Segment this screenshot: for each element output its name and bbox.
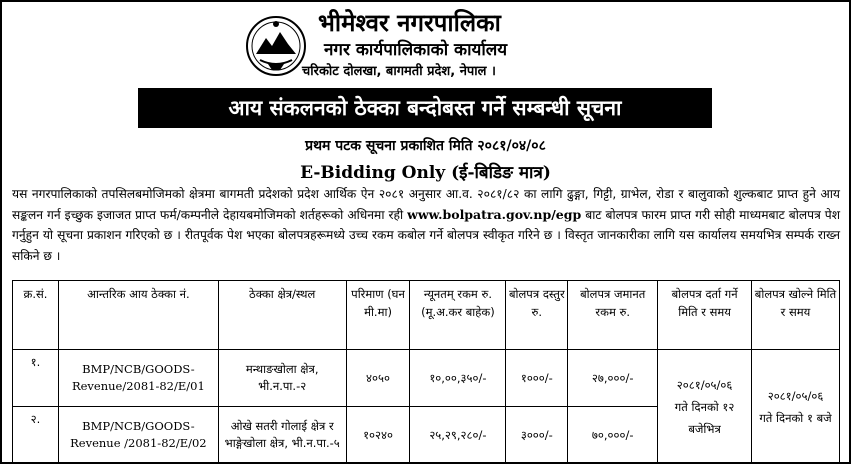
row-code-line1: BMP/NCB/GOODS- bbox=[82, 362, 195, 376]
open-time: गते दिनको १ बजे bbox=[759, 410, 832, 425]
open-date: २०८१/०५/०६ bbox=[767, 388, 824, 403]
row-fee: १०००/- bbox=[506, 350, 568, 407]
row-code-line2: Revenue/2081-82/E/01 bbox=[71, 379, 205, 393]
row-code-line2: Revenue /2081-82/E/02 bbox=[70, 436, 207, 450]
row-qty: ४०५० bbox=[346, 350, 410, 407]
ebidding-en: E-Bidding Only bbox=[300, 163, 446, 183]
notice-title: आय संकलनको ठेक्का बन्दोबस्त गर्ने सम्बन्धी सूचना bbox=[138, 88, 712, 128]
col-bond: बोलपत्र जमानत रकम रु. bbox=[568, 281, 658, 350]
publish-date-line: प्रथम पटक सूचना प्रकाशित मिति २०८१/०४/०८ bbox=[305, 138, 546, 154]
reg-time: गते दिनको १२ बजेभित्र bbox=[674, 399, 735, 436]
row-fee: ३०००/- bbox=[506, 407, 568, 464]
col-reg-date: बोलपत्र दर्ता गर्ने मिति र समय bbox=[658, 281, 752, 350]
col-open-date: बोलपत्र खोल्ने मिति र समय bbox=[752, 281, 840, 350]
table-row bbox=[13, 350, 840, 407]
col-sn: क्र.सं. bbox=[13, 281, 59, 350]
row-area: मन्थाङखोला क्षेत्र, भी.न.पा.-२ bbox=[218, 350, 346, 407]
col-area: ठेक्का क्षेत्र/स्थल bbox=[218, 281, 346, 350]
row-bond: ७०,०००/- bbox=[568, 407, 658, 464]
body-part-a: यस नगरपालिकाको तपसिलबमोजिमको क्षेत्रमा बागमती प्रदेशको प्रदेश आर्थिक ऐन २०८१ अनुसार आ.व. २०८१/८२ का लागि ढुङ्गा, गिट्टी, ग्राभेल, रोडा र बालुवाको शुल्कबाट प्राप्त हुने आय सङ्कलन गर्न इच्छुक इजाजत प्राप्त फर्म/कम्पनीले देहायबमोजिमको शर्तहरूको अधिनमा रही bbox=[12, 187, 840, 222]
col-min-amount: न्यूनतम् रकम रु. (मू.अ.कर बाहेक) bbox=[410, 281, 506, 350]
col-fee: बोलपत्र दस्तुर रु. bbox=[506, 281, 568, 350]
municipality-emblem-icon bbox=[244, 14, 308, 78]
office-name: नगर कार्यपालिकाको कार्यालय bbox=[324, 40, 508, 60]
reg-date-cell bbox=[658, 350, 752, 464]
notice-body bbox=[12, 184, 840, 266]
row-bond: २७,०००/- bbox=[568, 350, 658, 407]
ebidding-heading bbox=[0, 160, 851, 183]
tender-table bbox=[12, 280, 840, 464]
col-qty: परिमाण (घन मी.मा) bbox=[346, 281, 410, 350]
org-name: भीमेश्वर नगरपालिका bbox=[318, 9, 501, 37]
bolpatra-url[interactable]: www.bolpatra.gov.np/egp bbox=[407, 206, 582, 222]
row-area: ओखे सतरी गोलाई क्षेत्र र भाङ्गेखोला क्षेत्र, भी.न.पा.-५ bbox=[218, 407, 346, 464]
row-sn: १. bbox=[13, 350, 59, 407]
row-code bbox=[58, 350, 218, 407]
reg-date: २०८१/०५/०६ bbox=[676, 377, 733, 392]
row-min-amount: १०,००,३५०/- bbox=[410, 350, 506, 407]
office-address: चरिकोट दोलखा, बागमती प्रदेश, नेपाल । bbox=[302, 64, 496, 79]
row-sn: २. bbox=[13, 407, 59, 464]
ebidding-np: (ई-बिडिङ मात्र) bbox=[451, 163, 551, 183]
body-part-b: बाट बोलपत्र फारम प्राप्त गरी सोही माध्यमबाट बोलपत्र पेश गर्नुहुन यो सूचना प्रकाशन गरिएको छ । रीतपूर्वक पेश भएका बोलपत्रहरूमध्ये उच्च रकम कबोल गर्ने बोलपत्र स्वीकृत गरिने छ । विस्तृत जानकारीका लागि यस कार्यालय समयभित्र सम्पर्क राख्न सकिने छ । bbox=[12, 207, 841, 263]
row-qty: १०२४० bbox=[346, 407, 410, 464]
org-header bbox=[302, 8, 508, 82]
open-date-cell bbox=[752, 350, 840, 464]
table-header-row bbox=[13, 281, 840, 350]
row-code bbox=[58, 407, 218, 464]
row-code-line1: BMP/NCB/GOODS- bbox=[82, 419, 195, 433]
col-code: आन्तरिक आय ठेक्का नं. bbox=[58, 281, 218, 350]
row-min-amount: २५,२९,२८०/- bbox=[410, 407, 506, 464]
